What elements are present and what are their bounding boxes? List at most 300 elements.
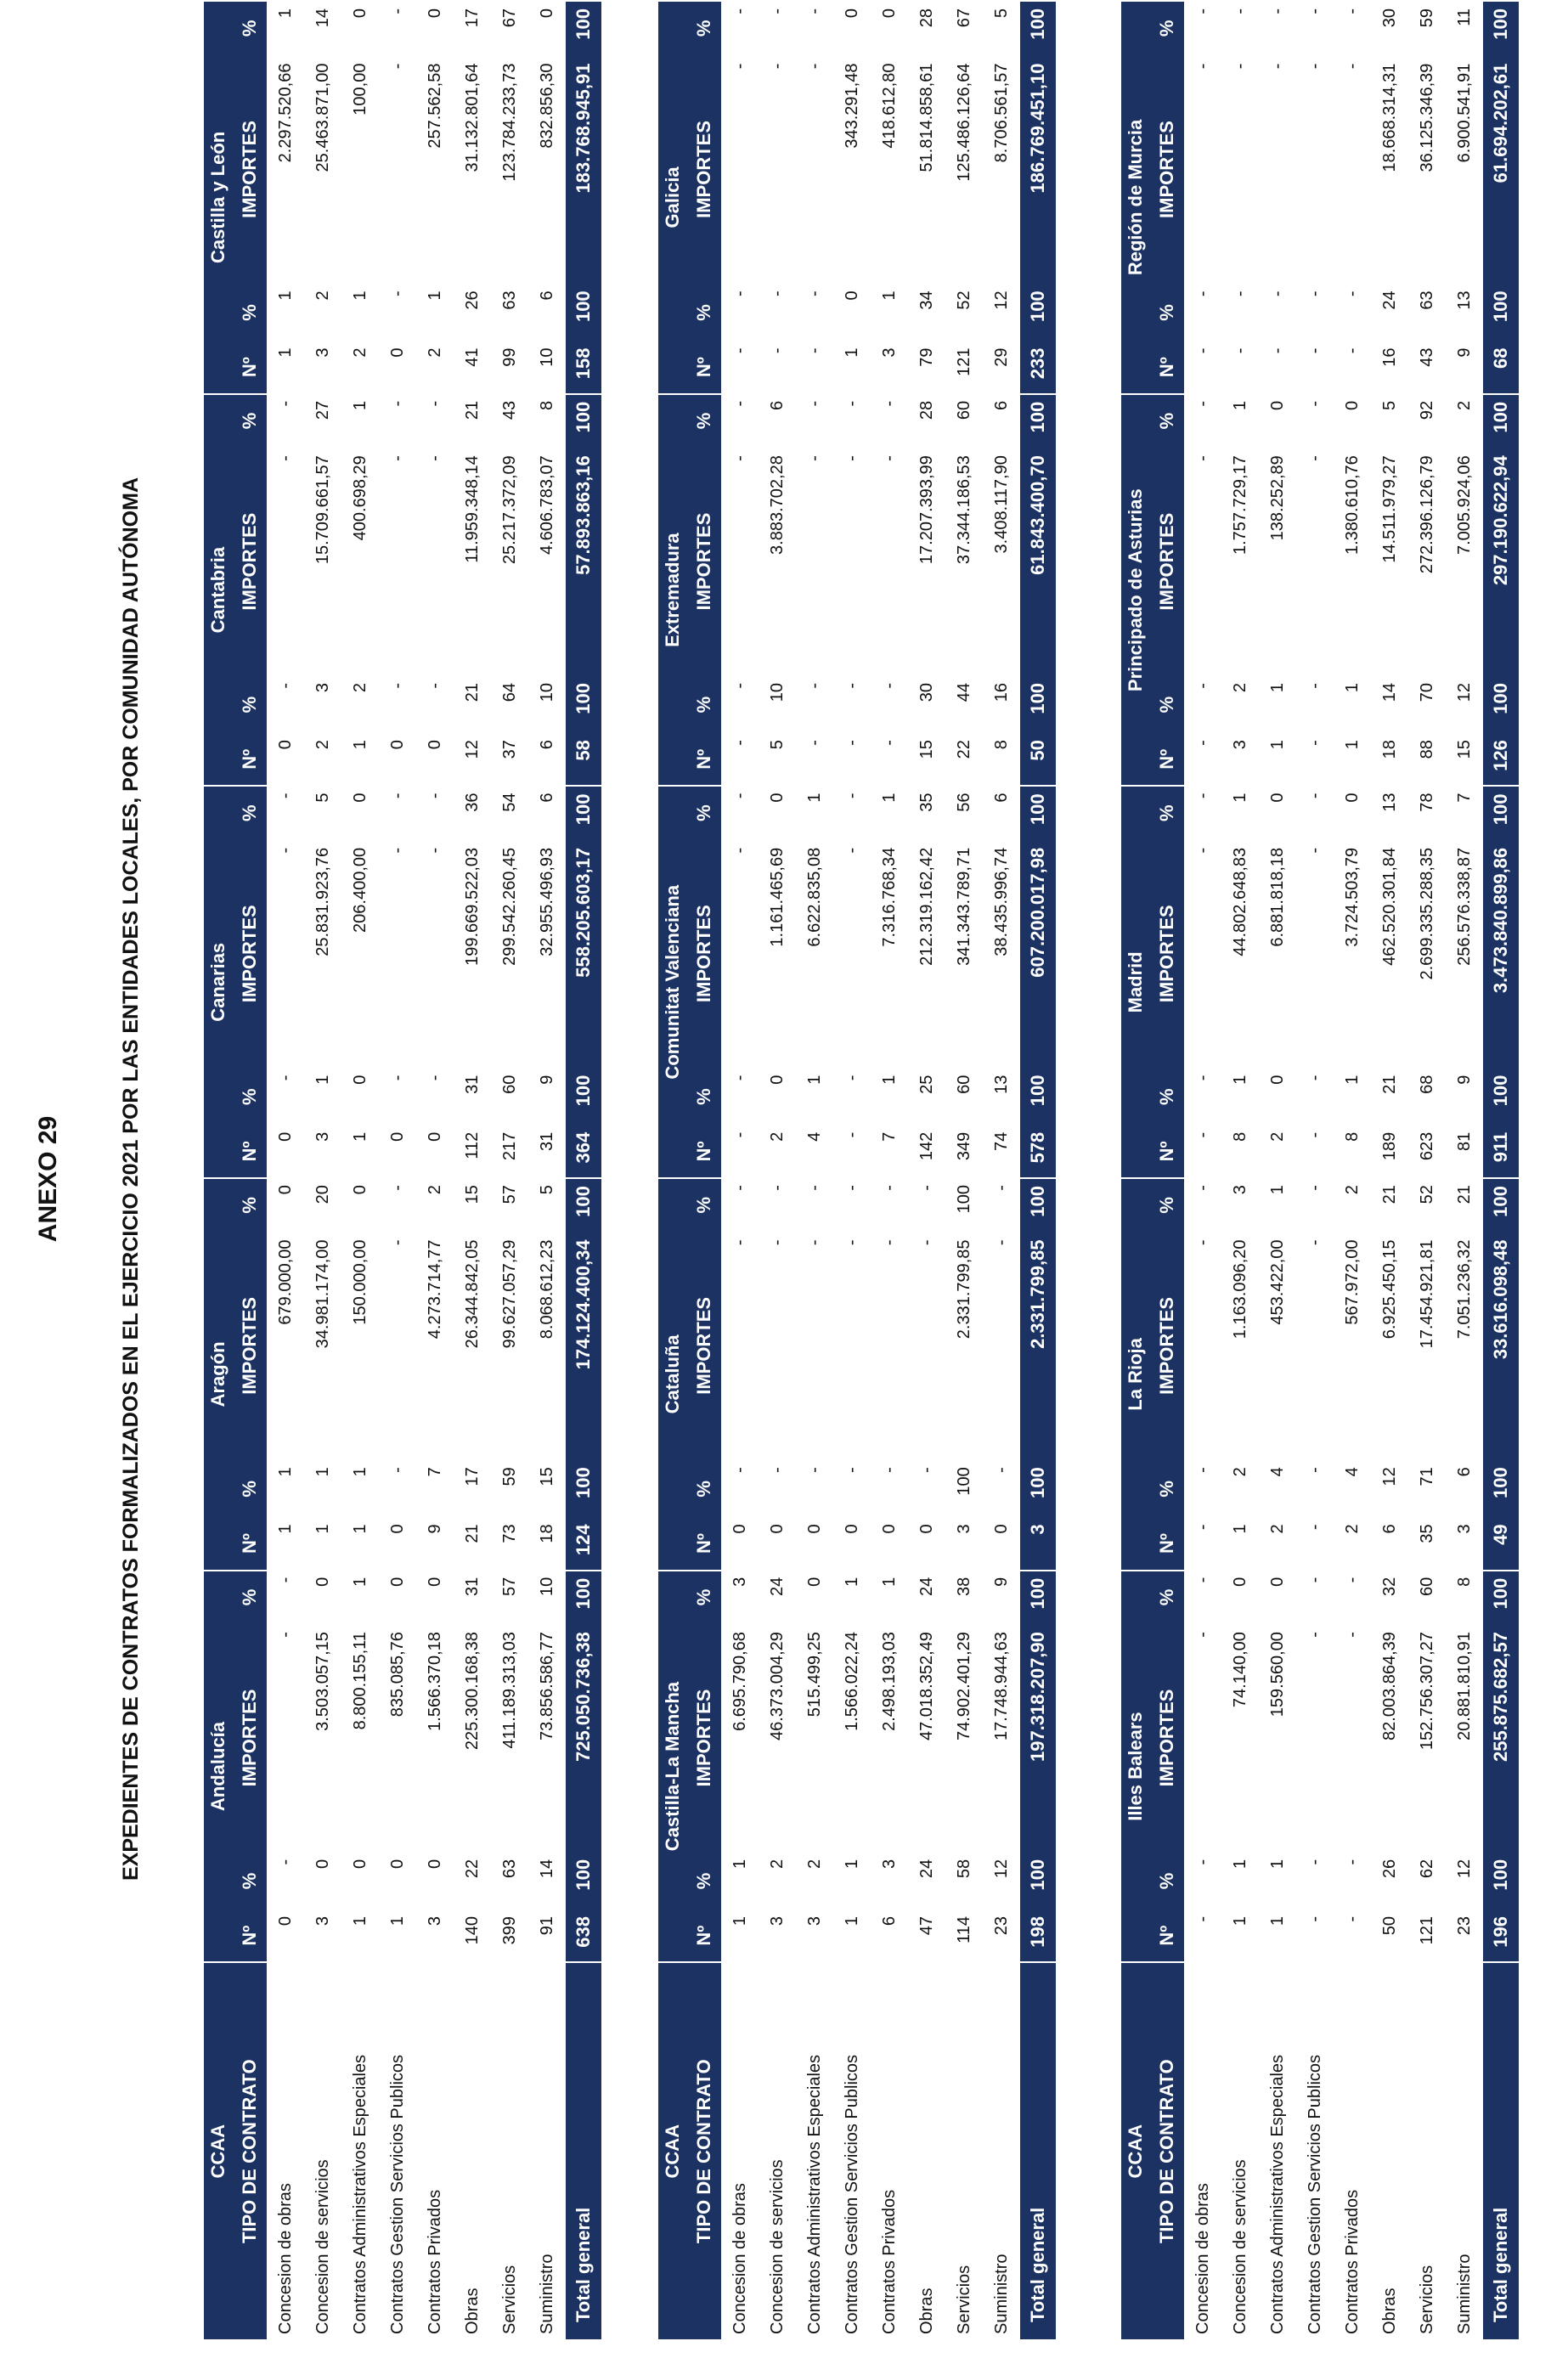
ccaa-header: CCAA <box>204 1962 233 2339</box>
amount-cell: 206.400,00 <box>351 847 369 933</box>
total-row <box>1483 2 1519 2339</box>
count-cell: 0 <box>730 1524 749 1534</box>
amount-cell: - <box>1193 1632 1212 1638</box>
amount-percent-cell: - <box>1193 400 1212 407</box>
total-amount-percent-cell: 100 <box>1483 787 1519 839</box>
count-percent-cell: - <box>843 682 861 689</box>
amount-cell: 832.856,30 <box>538 63 556 149</box>
count-cell: 2 <box>1268 1524 1287 1534</box>
table-row <box>1446 2 1483 2339</box>
count-cell: - <box>1193 1131 1212 1138</box>
amount-percent-cell: - <box>1193 1185 1212 1191</box>
total-amount-percent-cell: 100 <box>1020 2 1056 55</box>
count-percent-cell: 10 <box>768 682 787 702</box>
count-cell: 37 <box>500 740 519 759</box>
count-percent-cell: 63 <box>500 1859 519 1879</box>
amount-percent-cell: 0 <box>426 1577 444 1587</box>
amount-cell: - <box>1306 1632 1324 1638</box>
count-percent-cell: 34 <box>917 291 936 310</box>
count-percent-cell: 1 <box>276 1467 295 1477</box>
amount-cell: 8.706.561,57 <box>992 63 1011 163</box>
amount-cell: 1.163.096,20 <box>1231 1239 1249 1340</box>
count-cell: 29 <box>992 347 1011 367</box>
amount-percent-header: % <box>1150 1571 1184 1623</box>
total-count-cell: 196 <box>1483 1910 1519 1962</box>
amount-percent-cell: 21 <box>1380 1185 1399 1204</box>
count-percent-cell: 6 <box>1455 1467 1474 1477</box>
amount-percent-cell: 0 <box>843 8 861 19</box>
table-row <box>871 2 908 2339</box>
amount-cell: 82.003.864,39 <box>1380 1632 1399 1740</box>
amount-percent-cell: 0 <box>351 793 369 803</box>
count-header: Nº <box>1150 1910 1184 1962</box>
total-amount-percent-cell: 100 <box>1020 394 1056 447</box>
table-row <box>1371 2 1408 2339</box>
amount-cell: 46.373.004,29 <box>768 1632 787 1740</box>
count-percent-cell: - <box>388 683 407 689</box>
contract-type-label: Contratos Administrativos Especiales <box>351 2054 369 2334</box>
amount-percent-cell: 24 <box>768 1577 787 1596</box>
amount-percent-cell: 28 <box>917 400 936 420</box>
amount-percent-cell: - <box>768 8 787 14</box>
total-count-percent-cell: 100 <box>1020 284 1056 341</box>
amount-cell: 100,00 <box>351 63 369 116</box>
count-percent-header: % <box>233 284 267 341</box>
amount-percent-cell: - <box>1231 8 1249 14</box>
contract-type-label: Obras <box>1380 2287 1399 2334</box>
amount-percent-cell: 0 <box>1268 400 1287 411</box>
count-percent-cell: 44 <box>955 682 973 702</box>
count-percent-cell: 1 <box>1343 683 1362 693</box>
amount-cell: 835.085,76 <box>388 1632 407 1718</box>
amount-percent-cell: 31 <box>463 1577 482 1596</box>
amount-cell: 6.695.790,68 <box>730 1632 749 1731</box>
count-cell: - <box>805 347 824 354</box>
count-percent-cell: - <box>1306 1467 1324 1473</box>
amount-percent-cell: 3 <box>1231 1185 1249 1195</box>
amount-percent-cell: 0 <box>880 8 899 19</box>
count-percent-cell: 2 <box>313 291 332 301</box>
amount-cell: - <box>768 63 787 70</box>
count-cell: 1 <box>843 1916 861 1926</box>
amount-cell: 2.498.193,03 <box>880 1632 899 1731</box>
count-percent-cell: - <box>880 1467 899 1473</box>
contract-type-header: TIPO DE CONTRATO <box>687 1962 721 2339</box>
region-name: Aragón <box>204 1178 233 1571</box>
amount-cell: - <box>1193 455 1212 461</box>
count-percent-cell: - <box>1193 1075 1212 1081</box>
amount-percent-cell: - <box>1193 793 1212 799</box>
count-percent-cell: 1 <box>426 291 444 301</box>
amount-cell: 299.542.260,45 <box>500 847 519 966</box>
count-cell: 1 <box>1268 1916 1287 1926</box>
count-cell: 142 <box>917 1131 936 1161</box>
count-percent-cell: 0 <box>351 1859 369 1869</box>
amount-percent-header: % <box>1150 394 1184 447</box>
count-cell: 9 <box>426 1524 444 1534</box>
count-cell: 3 <box>313 347 332 358</box>
amount-cell: 99.627.057,29 <box>500 1239 519 1349</box>
amount-cell: 73.856.586,77 <box>538 1632 556 1740</box>
count-cell: 1 <box>313 1524 332 1534</box>
amount-percent-cell: 67 <box>955 8 973 28</box>
region-name: Principado de Asturias <box>1121 394 1150 787</box>
amount-cell: 123.784.233,73 <box>500 63 519 182</box>
amount-cell: - <box>843 1239 861 1246</box>
total-count-percent-cell: 100 <box>1020 1460 1056 1517</box>
amount-cell: 44.802.648,83 <box>1231 847 1249 956</box>
total-count-percent-cell: 100 <box>566 1853 601 1910</box>
amount-percent-cell: 0 <box>768 793 787 803</box>
count-cell: 2 <box>1268 1131 1287 1142</box>
count-cell: 2 <box>426 347 444 358</box>
table-row <box>945 2 983 2339</box>
document-title: EXPEDIENTES DE CONTRATOS FORMALIZADOS EN EL EJERCICIO 2021 POR LAS ENTIDADES LOCALES, POR COMUNIDAD AUTÓNOMA <box>119 477 143 1881</box>
count-cell: 18 <box>1380 740 1399 759</box>
count-cell: 3 <box>1455 1524 1474 1534</box>
amount-cell: - <box>880 455 899 461</box>
amount-percent-cell: 5 <box>313 793 332 803</box>
count-cell: 1 <box>276 347 295 358</box>
total-amount-cell: 183.768.945,91 <box>566 55 601 285</box>
count-header: Nº <box>687 341 721 393</box>
count-percent-header: % <box>687 284 721 341</box>
total-count-percent-cell: 100 <box>1020 1069 1056 1125</box>
amount-percent-cell: - <box>276 1577 295 1583</box>
count-percent-cell: - <box>1306 291 1324 297</box>
amount-cell: 212.319.162,42 <box>917 847 936 966</box>
count-percent-cell: - <box>1343 1859 1362 1865</box>
count-percent-cell: 3 <box>880 1859 899 1869</box>
count-percent-cell: 2 <box>351 683 369 693</box>
count-percent-cell: - <box>388 291 407 296</box>
count-percent-cell: 1 <box>805 1075 824 1085</box>
contract-type-label: Contratos Privados <box>880 2189 899 2334</box>
amount-cell: 8.068.612,23 <box>538 1239 556 1340</box>
count-cell: - <box>730 347 749 354</box>
count-cell: 50 <box>1380 1916 1399 1936</box>
count-percent-header: % <box>687 1460 721 1517</box>
amount-cell: 51.814.858,61 <box>917 63 936 172</box>
count-cell: 121 <box>1418 1916 1436 1945</box>
amount-percent-cell: 2 <box>1455 400 1474 411</box>
count-percent-cell: 22 <box>463 1859 482 1879</box>
amount-percent-cell: 13 <box>1380 793 1399 812</box>
total-amount-cell: 174.124.400,34 <box>566 1231 601 1460</box>
total-count-cell: 126 <box>1483 733 1519 786</box>
amount-cell: - <box>1306 847 1324 854</box>
amount-cell: 25.831.923,76 <box>313 847 332 956</box>
count-percent-header: % <box>1150 1460 1184 1517</box>
count-cell: 91 <box>538 1916 556 1936</box>
amount-percent-cell: 56 <box>955 793 973 812</box>
count-cell: - <box>1268 347 1287 354</box>
count-percent-header: % <box>233 1069 267 1125</box>
count-percent-cell: 26 <box>463 291 482 310</box>
amount-cell: - <box>1306 455 1324 461</box>
count-cell: - <box>805 740 824 746</box>
count-percent-cell: 60 <box>500 1075 519 1094</box>
amount-percent-cell: 36 <box>463 793 482 812</box>
count-percent-cell: 68 <box>1418 1075 1436 1094</box>
amount-cell: - <box>1231 63 1249 70</box>
count-percent-cell: 63 <box>500 291 519 310</box>
amount-percent-cell: 1 <box>880 793 899 803</box>
total-amount-cell: 57.893.863,16 <box>566 447 601 676</box>
amount-cell: 11.959.348,14 <box>463 455 482 563</box>
table-row <box>908 2 945 2339</box>
count-cell: - <box>1343 347 1362 354</box>
count-cell: 0 <box>276 1131 295 1142</box>
count-cell: 0 <box>426 1131 444 1142</box>
count-cell: 2 <box>313 740 332 750</box>
count-percent-cell: 12 <box>1380 1467 1399 1486</box>
count-cell: 7 <box>880 1131 899 1142</box>
amount-percent-header: % <box>1150 1178 1184 1231</box>
count-cell: 1 <box>276 1524 295 1534</box>
total-row <box>1020 2 1056 2339</box>
amount-cell: 341.343.789,71 <box>955 847 973 966</box>
count-percent-cell: - <box>730 1075 749 1081</box>
total-count-percent-cell: 100 <box>1020 1853 1056 1910</box>
amount-percent-cell: 8 <box>1455 1577 1474 1587</box>
amount-percent-cell: 0 <box>1343 400 1362 411</box>
amount-cell: - <box>1343 1632 1362 1638</box>
amount-cell: 34.981.174,00 <box>313 1239 332 1349</box>
amount-percent-cell: 35 <box>917 793 936 812</box>
count-cell: 16 <box>1380 347 1399 367</box>
amount-percent-cell: 100 <box>955 1185 973 1214</box>
total-amount-percent-cell: 100 <box>566 1178 601 1231</box>
table-row <box>1296 2 1334 2339</box>
count-percent-cell: 3 <box>313 683 332 693</box>
table-row <box>416 2 454 2339</box>
total-amount-percent-cell: 100 <box>1483 394 1519 447</box>
amount-cell: 3.503.057,15 <box>313 1632 332 1731</box>
count-percent-cell: - <box>1306 683 1324 689</box>
amount-percent-cell: 1 <box>1231 400 1249 411</box>
total-amount-cell: 61.843.400,70 <box>1020 447 1056 676</box>
amount-cell: 6.622.835,08 <box>805 847 824 947</box>
amount-cell: 199.669.522,03 <box>463 847 482 966</box>
count-cell: 0 <box>388 1524 407 1534</box>
amount-percent-cell: 1 <box>1268 1185 1287 1195</box>
amount-percent-cell: 1 <box>880 1577 899 1587</box>
count-cell: - <box>1306 1524 1324 1531</box>
region-name: Galicia <box>658 2 687 394</box>
count-percent-cell: 63 <box>1418 291 1436 310</box>
count-cell: 15 <box>1455 740 1474 759</box>
contract-type-label: Contratos Administrativos Especiales <box>805 2054 824 2334</box>
amount-cell: - <box>1193 63 1212 70</box>
amount-percent-cell: 78 <box>1418 793 1436 812</box>
region-name: Castilla-La Mancha <box>658 1571 687 1963</box>
count-percent-cell: - <box>1306 1075 1324 1081</box>
amount-percent-cell: 8 <box>538 400 556 410</box>
total-amount-cell: 558.205.603,17 <box>566 839 601 1069</box>
count-cell: 23 <box>1455 1916 1474 1936</box>
total-count-percent-cell: 100 <box>1483 676 1519 733</box>
count-cell: 3 <box>313 1916 332 1926</box>
count-cell: 23 <box>992 1916 1011 1936</box>
count-cell: - <box>843 740 861 746</box>
table-row <box>491 2 528 2339</box>
count-percent-cell: 1 <box>313 1467 332 1477</box>
count-header: Nº <box>1150 733 1184 786</box>
count-percent-cell: 12 <box>992 1859 1011 1879</box>
contracts-table-1 <box>204 2 601 2339</box>
amount-percent-cell: 21 <box>1455 1185 1474 1204</box>
amount-percent-header: % <box>1150 787 1184 839</box>
count-percent-cell: 1 <box>1343 1075 1362 1085</box>
amount-cell: 1.566.022,24 <box>843 1632 861 1731</box>
count-cell: 1 <box>1231 1524 1249 1534</box>
count-percent-cell: 100 <box>955 1467 973 1496</box>
count-cell: 3 <box>426 1916 444 1926</box>
total-label: Total general <box>566 1962 601 2339</box>
count-cell: 8 <box>1343 1131 1362 1142</box>
count-percent-cell: - <box>730 291 749 296</box>
count-percent-cell: - <box>917 1467 936 1473</box>
count-percent-cell: - <box>805 291 824 296</box>
count-percent-cell: 2 <box>768 1859 787 1869</box>
total-amount-cell: 2.331.799,85 <box>1020 1231 1056 1460</box>
count-cell: 217 <box>500 1131 519 1161</box>
total-count-percent-cell: 100 <box>1483 284 1519 341</box>
contracts-table-2 <box>658 2 1056 2339</box>
total-count-cell: 158 <box>566 341 601 393</box>
amount-percent-cell: 59 <box>1418 8 1436 28</box>
total-count-cell: 58 <box>566 733 601 786</box>
region-name: Región de Murcia <box>1121 2 1150 394</box>
table-row <box>1408 2 1446 2339</box>
amount-percent-cell: 5 <box>538 1185 556 1195</box>
amount-cell: - <box>843 847 861 854</box>
count-cell: 3 <box>1231 740 1249 750</box>
amount-percent-cell: 2 <box>426 1185 444 1195</box>
amount-percent-cell: - <box>388 8 407 14</box>
count-cell: - <box>1193 347 1212 354</box>
total-amount-percent-cell: 100 <box>566 1571 601 1623</box>
count-cell: 0 <box>805 1524 824 1534</box>
amount-cell: 31.132.801,64 <box>463 63 482 172</box>
amount-cell: 32.955.496,93 <box>538 847 556 956</box>
amount-cell: - <box>1343 63 1362 70</box>
count-cell: 0 <box>880 1524 899 1534</box>
amount-percent-cell: - <box>992 1185 1011 1191</box>
contract-type-header: TIPO DE CONTRATO <box>233 1962 267 2339</box>
amount-percent-cell: 27 <box>313 400 332 420</box>
amount-percent-cell: 43 <box>500 400 519 420</box>
amount-header: IMPORTES <box>1150 1623 1184 1853</box>
total-count-percent-cell: 100 <box>566 1460 601 1517</box>
amount-cell: 125.486.126,64 <box>955 63 973 182</box>
amount-cell: - <box>805 455 824 461</box>
count-percent-cell: 2 <box>1231 683 1249 693</box>
amount-cell: - <box>388 63 407 70</box>
count-cell: 79 <box>917 347 936 367</box>
contract-type-label: Concesion de servicios <box>313 2159 332 2334</box>
amount-percent-cell: - <box>1268 8 1287 14</box>
amount-percent-cell: - <box>880 400 899 407</box>
count-percent-cell: 0 <box>388 1859 407 1869</box>
amount-header: IMPORTES <box>687 1623 721 1853</box>
count-cell: 0 <box>768 1524 787 1534</box>
contract-type-label: Concesion de obras <box>730 2183 749 2334</box>
contract-type-label: Obras <box>463 2287 482 2334</box>
amount-percent-cell: 9 <box>992 1577 1011 1587</box>
count-percent-cell: - <box>1193 1467 1212 1473</box>
count-percent-cell: 1 <box>313 1075 332 1085</box>
count-percent-cell: 12 <box>1455 1859 1474 1879</box>
amount-cell: - <box>426 847 444 854</box>
table-row <box>796 2 833 2339</box>
amount-cell: 418.612,80 <box>880 63 899 149</box>
count-percent-cell: - <box>768 1467 787 1473</box>
count-percent-cell: 0 <box>1268 1075 1287 1085</box>
amount-percent-cell: - <box>730 793 749 799</box>
total-count-percent-cell: 100 <box>1483 1069 1519 1125</box>
count-percent-cell: 14 <box>1380 683 1399 702</box>
amount-cell: 150.000,00 <box>351 1239 369 1325</box>
contract-type-label: Concesion de servicios <box>1231 2159 1249 2334</box>
count-cell: - <box>1193 740 1212 746</box>
contract-type-label: Servicios <box>500 2265 519 2334</box>
count-cell: 349 <box>955 1131 973 1161</box>
total-count-cell: 49 <box>1483 1517 1519 1570</box>
contract-type-header: TIPO DE CONTRATO <box>1150 1962 1184 2339</box>
total-count-percent-cell: 100 <box>1483 1853 1519 1910</box>
count-percent-cell: 13 <box>1455 291 1474 310</box>
amount-percent-header: % <box>687 2 721 55</box>
amount-percent-cell: - <box>388 793 407 799</box>
count-percent-cell: 7 <box>426 1467 444 1477</box>
total-amount-cell: 725.050.736,38 <box>566 1623 601 1853</box>
amount-cell: 74.140,00 <box>1231 1632 1249 1708</box>
count-cell: - <box>1306 740 1324 746</box>
count-header: Nº <box>233 341 267 393</box>
amount-cell: 1.757.729,17 <box>1231 455 1249 556</box>
count-percent-header: % <box>1150 1069 1184 1125</box>
amount-percent-cell: 60 <box>1418 1577 1436 1596</box>
count-percent-cell: - <box>992 1467 1011 1473</box>
amount-percent-cell: 30 <box>1380 8 1399 28</box>
amount-percent-header: % <box>233 1571 267 1623</box>
contract-type-label: Concesion de obras <box>1193 2183 1212 2334</box>
count-cell: 189 <box>1380 1131 1399 1161</box>
count-cell: 99 <box>500 347 519 367</box>
contract-type-label: Contratos Gestion Servicios Publicos <box>843 2054 861 2334</box>
amount-percent-header: % <box>233 394 267 447</box>
amount-percent-cell: - <box>1306 793 1324 799</box>
amount-percent-cell: 0 <box>805 1577 824 1587</box>
amount-cell: 25.463.871,00 <box>313 63 332 172</box>
contract-type-label: Contratos Privados <box>1343 2189 1362 2334</box>
total-amount-percent-cell: 100 <box>1020 786 1056 838</box>
amount-percent-cell: 1 <box>843 1577 861 1587</box>
amount-percent-header: % <box>687 786 721 838</box>
amount-percent-header: % <box>687 394 721 447</box>
amount-cell: - <box>388 847 407 854</box>
count-cell: 6 <box>880 1916 899 1926</box>
count-percent-cell: 1 <box>276 291 295 301</box>
amount-percent-cell: - <box>805 8 824 14</box>
count-percent-cell: 21 <box>1380 1075 1399 1094</box>
count-percent-cell: 26 <box>1380 1859 1399 1879</box>
total-amount-percent-cell: 100 <box>566 786 601 838</box>
amount-header: IMPORTES <box>233 1231 267 1460</box>
amount-cell: - <box>805 63 824 70</box>
